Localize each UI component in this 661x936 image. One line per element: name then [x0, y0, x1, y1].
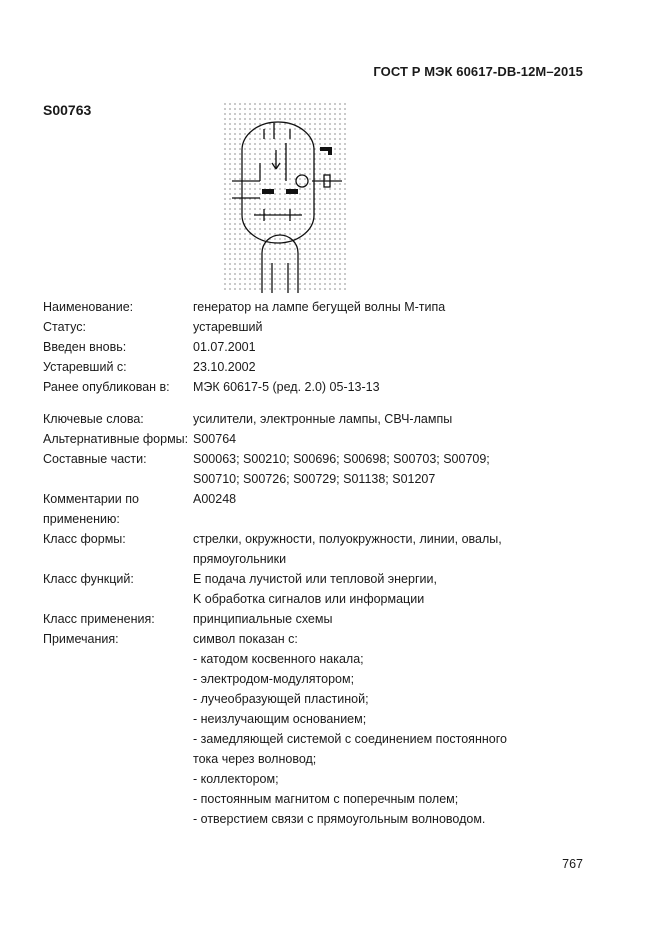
property-label: Класс функций:	[43, 572, 134, 586]
property-value	[193, 629, 603, 829]
property-value-line: - неизлучающим основанием;	[193, 712, 367, 726]
property-label: Введен вновь:	[43, 340, 127, 354]
property-row	[43, 297, 603, 317]
tube-symbol-drawing	[224, 103, 348, 293]
property-value-line: - замедляющей системой с соединением постоянного	[193, 732, 507, 746]
property-value	[193, 609, 603, 629]
property-value-line: 01.07.2001	[193, 340, 256, 354]
property-value-line: A00248	[193, 492, 237, 506]
property-value-line: устаревший	[193, 320, 263, 334]
property-value-line: принципиальные схемы	[193, 612, 333, 626]
property-value-line: стрелки, окружности, полуокружности, линии, овалы,	[193, 532, 502, 546]
property-label: Статус:	[43, 320, 86, 334]
property-label: Примечания:	[43, 632, 119, 646]
property-value	[193, 337, 603, 357]
property-value	[193, 529, 603, 569]
property-value-line: - коллектором;	[193, 772, 279, 786]
property-label: Альтернативные формы:	[43, 432, 189, 446]
property-row	[43, 429, 603, 449]
property-value	[193, 409, 603, 429]
property-row	[43, 357, 603, 377]
property-value-line: S00063; S00210; S00696; S00698; S00703; S00709;	[193, 452, 490, 466]
properties-table	[43, 297, 603, 829]
property-label: Ранее опубликован в:	[43, 380, 170, 394]
property-label: Составные части:	[43, 452, 147, 466]
property-label: Наименование:	[43, 300, 134, 314]
standard-header: ГОСТ Р МЭК 60617-DB-12M–2015	[373, 64, 583, 79]
page-number: 767	[562, 857, 583, 871]
property-value-line: символ показан с:	[193, 632, 298, 646]
property-row	[43, 409, 603, 429]
property-value-line: 23.10.2002	[193, 360, 256, 374]
property-row	[43, 377, 603, 397]
property-value	[193, 449, 603, 489]
property-row	[43, 489, 603, 529]
property-label: Ключевые слова:	[43, 412, 144, 426]
property-value-line: тока через волновод;	[193, 752, 317, 766]
symbol-code: S00763	[43, 102, 92, 118]
property-value-line: усилители, электронные лампы, СВЧ-лампы	[193, 412, 453, 426]
property-value-line: - электродом-модулятором;	[193, 672, 355, 686]
property-label: Устаревший с:	[43, 360, 127, 374]
property-label: Комментарии по применению:	[43, 492, 139, 526]
property-value	[193, 297, 603, 317]
property-row	[43, 609, 603, 629]
property-value	[193, 357, 603, 377]
property-row	[43, 569, 603, 609]
property-value-line: МЭК 60617-5 (ред. 2.0) 05-13-13	[193, 380, 380, 394]
property-value	[193, 377, 603, 397]
property-value-line: K обработка сигналов или информации	[193, 592, 425, 606]
property-row	[43, 337, 603, 357]
property-value	[193, 489, 603, 529]
property-label: Класс формы:	[43, 532, 126, 546]
property-value-line: E подача лучистой или тепловой энергии,	[193, 572, 437, 586]
property-value-line: - постоянным магнитом с поперечным полем;	[193, 792, 459, 806]
property-value	[193, 429, 603, 449]
property-row	[43, 629, 603, 829]
property-row	[43, 529, 603, 569]
property-value-line: - катодом косвенного накала;	[193, 652, 364, 666]
property-value-line: - лучеобразующей пластиной;	[193, 692, 369, 706]
property-value-line: прямоугольники	[193, 552, 287, 566]
property-row	[43, 449, 603, 489]
property-value-line: генератор на лампе бегущей волны М-типа	[193, 300, 446, 314]
property-value-line: S00710; S00726; S00729; S01138; S01207	[193, 472, 436, 486]
property-value-line: - отверстием связи с прямоугольным волноводом.	[193, 812, 486, 826]
property-row	[43, 317, 603, 337]
property-value	[193, 569, 603, 609]
property-label: Класс применения:	[43, 612, 155, 626]
property-value	[193, 317, 603, 337]
property-value-line: S00764	[193, 432, 237, 446]
